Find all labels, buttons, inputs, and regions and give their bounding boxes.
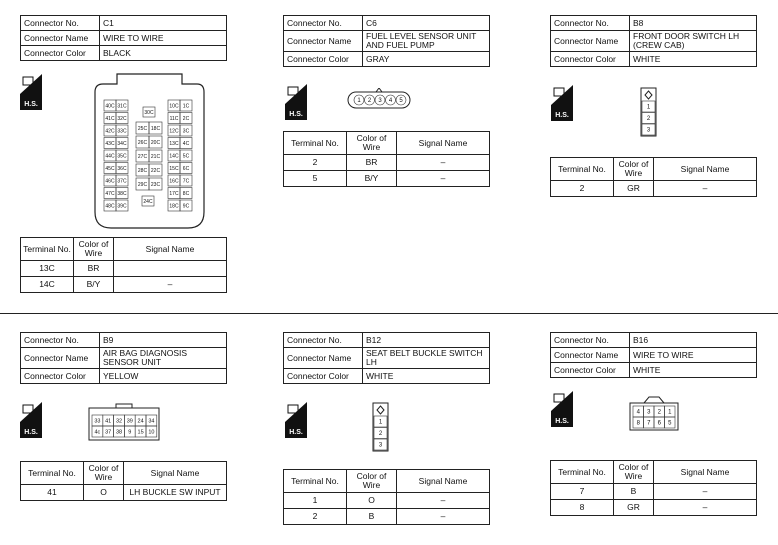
pin-label: 26C bbox=[137, 139, 148, 146]
connector-c1 bbox=[20, 15, 227, 61]
svg-text:H.S.: H.S. bbox=[289, 111, 303, 118]
pin-label: 10 bbox=[148, 429, 155, 436]
pin-label: 12C bbox=[169, 128, 179, 135]
terminal-table-c1 bbox=[20, 237, 227, 293]
b16-connector-face bbox=[627, 393, 681, 431]
connector-info-table bbox=[20, 15, 227, 61]
pin-label: 16C bbox=[169, 178, 179, 185]
signal-name-header: Signal Name bbox=[654, 158, 757, 181]
terminal-no-header: Terminal No. bbox=[551, 158, 614, 181]
connector-color-value: BLACK bbox=[100, 46, 227, 61]
connector-name-label: Connector Name bbox=[551, 31, 630, 52]
harness-side-icon bbox=[20, 402, 42, 438]
pin-label: 10C bbox=[169, 103, 179, 110]
pin-label: 14C bbox=[169, 153, 179, 160]
connector-no-label: Connector No. bbox=[551, 16, 630, 31]
harness-side-icon bbox=[285, 84, 307, 120]
pin-label: 4C bbox=[182, 140, 190, 147]
connector-color-label: Connector Color bbox=[284, 369, 363, 384]
connector-c6 bbox=[283, 15, 490, 67]
pin-label: 34C bbox=[117, 140, 127, 147]
connector-name-value: FUEL LEVEL SENSOR UNIT AND FUEL PUMP bbox=[363, 31, 490, 52]
connector-no-label: Connector No. bbox=[21, 333, 100, 348]
pin-label: 7 bbox=[647, 420, 651, 427]
harness-side-icon bbox=[551, 85, 573, 121]
pin-label: 46C bbox=[105, 178, 115, 185]
pin-label: 11C bbox=[169, 115, 179, 122]
connector-no-value: B12 bbox=[363, 333, 490, 348]
pin-label: 5 bbox=[668, 420, 672, 427]
harness-side-icon bbox=[551, 391, 573, 427]
table-row: 7 B – bbox=[551, 484, 757, 500]
pin-label: 42C bbox=[105, 128, 115, 135]
connector-color-value: YELLOW bbox=[100, 369, 227, 384]
b9-connector-face bbox=[88, 403, 160, 441]
connector-b9 bbox=[20, 332, 227, 384]
pin-label: 43C bbox=[105, 140, 115, 147]
pin-label: 4 bbox=[388, 98, 393, 105]
pin-label: 37C bbox=[117, 178, 127, 185]
connector-no-value: B9 bbox=[100, 333, 227, 348]
pin-label: 4 bbox=[636, 409, 640, 416]
svg-text:H.S.: H.S. bbox=[555, 112, 569, 119]
connector-name-value: WIRE TO WIRE bbox=[630, 348, 757, 363]
connector-name-value: SEAT BELT BUCKLE SWITCH LH bbox=[363, 348, 490, 369]
connector-no-value: B8 bbox=[630, 16, 757, 31]
svg-text:H.S.: H.S. bbox=[555, 418, 569, 425]
terminal-table-b12 bbox=[283, 469, 490, 525]
harness-side-icon bbox=[20, 74, 42, 110]
b12-connector-face bbox=[371, 402, 391, 452]
pin-label: 2 bbox=[646, 116, 651, 123]
pin-label: 23C bbox=[150, 181, 161, 188]
connector-no-label: Connector No. bbox=[284, 16, 363, 31]
pin-label: 15 bbox=[137, 429, 144, 436]
pin-label: 1 bbox=[646, 104, 651, 111]
pin-label: 32 bbox=[115, 418, 123, 425]
connector-color-label: Connector Color bbox=[551, 52, 630, 67]
pin-label: 3 bbox=[378, 442, 383, 449]
pin-label: 39 bbox=[126, 418, 133, 425]
connector-name-label: Connector Name bbox=[284, 348, 363, 369]
pin-label: 1 bbox=[357, 98, 361, 105]
pin-label: 1C bbox=[182, 103, 190, 110]
signal-name-header: Signal Name bbox=[654, 461, 757, 484]
pin-label: 36C bbox=[117, 165, 127, 172]
connector-b12 bbox=[283, 332, 490, 384]
signal-name-header: Signal Name bbox=[124, 462, 227, 485]
pin-label: 5 bbox=[399, 98, 403, 105]
terminal-no-header: Terminal No. bbox=[21, 462, 84, 485]
connector-color-label: Connector Color bbox=[21, 369, 100, 384]
connector-name-label: Connector Name bbox=[21, 348, 100, 369]
connector-b8 bbox=[550, 15, 757, 67]
table-row: 5 B/Y – bbox=[284, 171, 490, 187]
pin-label: 39C bbox=[117, 203, 127, 210]
harness-side-icon bbox=[285, 402, 307, 438]
pin-label: 21C bbox=[150, 153, 161, 160]
c6-connector-face bbox=[346, 88, 412, 110]
terminal-table-b16 bbox=[550, 460, 757, 516]
pin-label: 41C bbox=[105, 115, 115, 122]
pin-label: 2 bbox=[657, 409, 661, 416]
table-row: 2 BR – bbox=[284, 155, 490, 171]
pin-label: 44C bbox=[105, 153, 115, 160]
pin-label: 22C bbox=[150, 167, 161, 174]
connector-name-label: Connector Name bbox=[21, 31, 100, 46]
pin-label: 28C bbox=[137, 167, 148, 174]
terminal-no-header: Terminal No. bbox=[21, 238, 74, 261]
signal-name-header: Signal Name bbox=[397, 132, 490, 155]
connector-color-value: WHITE bbox=[363, 369, 490, 384]
pin-label: 41 bbox=[105, 418, 112, 425]
connector-name-value: AIR BAG DIAGNOSIS SENSOR UNIT bbox=[100, 348, 227, 369]
pin-label: 2 bbox=[378, 431, 383, 438]
svg-text:H.S.: H.S. bbox=[24, 101, 38, 108]
pin-label: 9 bbox=[128, 429, 132, 436]
pin-label: 3C bbox=[182, 128, 190, 135]
pin-label: 34 bbox=[148, 418, 155, 425]
terminal-no-header: Terminal No. bbox=[284, 132, 347, 155]
color-of-wire-header: Color of Wire bbox=[614, 158, 654, 181]
pin-label: 1 bbox=[668, 409, 672, 416]
pin-label: 25C bbox=[137, 125, 148, 132]
connector-color-value: GRAY bbox=[363, 52, 490, 67]
connector-name-value: WIRE TO WIRE bbox=[100, 31, 227, 46]
connector-color-value: WHITE bbox=[630, 52, 757, 67]
pin-label: 3 bbox=[646, 127, 651, 134]
svg-text:H.S.: H.S. bbox=[289, 429, 303, 436]
pin-label: 8C bbox=[182, 190, 190, 197]
table-row: 2 GR – bbox=[551, 181, 757, 197]
pin-label: 15C bbox=[169, 165, 179, 172]
connector-no-label: Connector No. bbox=[551, 333, 630, 348]
table-row: 8 GR – bbox=[551, 500, 757, 516]
table-row: 1 O – bbox=[284, 493, 490, 509]
pin-label: 24C bbox=[143, 198, 153, 205]
connector-no-value: C6 bbox=[363, 16, 490, 31]
pin-label: 40C bbox=[105, 103, 115, 110]
svg-text:H.S.: H.S. bbox=[24, 429, 38, 436]
pin-label: 35C bbox=[117, 153, 127, 160]
pin-label: 5C bbox=[182, 153, 190, 160]
connector-color-label: Connector Color bbox=[284, 52, 363, 67]
pin-label: 47C bbox=[105, 190, 115, 197]
connector-no-value: B16 bbox=[630, 333, 757, 348]
c1-connector-face bbox=[92, 72, 207, 232]
terminal-table-b9 bbox=[20, 461, 227, 501]
pin-label: 8 bbox=[636, 420, 640, 427]
pin-label: 18C bbox=[169, 203, 179, 210]
pin-label: 29C bbox=[137, 181, 148, 188]
connector-no-label: Connector No. bbox=[21, 16, 100, 31]
pin-label: 30C bbox=[144, 109, 154, 116]
table-row: 41 O LH BUCKLE SW INPUT bbox=[21, 485, 227, 501]
terminal-no-header: Terminal No. bbox=[284, 470, 347, 493]
pin-label: 18C bbox=[150, 125, 161, 132]
pin-label: 33 bbox=[94, 418, 101, 425]
table-row: 2 B – bbox=[284, 509, 490, 525]
pin-label: 24 bbox=[137, 418, 144, 425]
table-row: 14C B/Y – bbox=[21, 277, 227, 293]
pin-label: 6C bbox=[182, 165, 190, 172]
pin-label: 13C bbox=[169, 140, 179, 147]
pin-label: 32C bbox=[117, 115, 127, 122]
pin-label: 1 bbox=[378, 419, 383, 426]
pin-label: 48C bbox=[105, 203, 115, 210]
pin-label: 7C bbox=[182, 178, 190, 185]
terminal-table-c6 bbox=[283, 131, 490, 187]
connector-color-label: Connector Color bbox=[21, 46, 100, 61]
pin-label: 17C bbox=[169, 190, 179, 197]
pin-label: 33C bbox=[117, 128, 127, 135]
color-of-wire-header: Color of Wire bbox=[74, 238, 114, 261]
pin-label: 20C bbox=[150, 139, 161, 146]
pin-label: 37 bbox=[105, 429, 112, 436]
color-of-wire-header: Color of Wire bbox=[347, 470, 397, 493]
pin-label: 45C bbox=[105, 165, 115, 172]
connector-no-value: C1 bbox=[100, 16, 227, 31]
connector-no-label: Connector No. bbox=[284, 333, 363, 348]
b8-connector-face bbox=[639, 87, 659, 137]
pin-label: 6 bbox=[657, 420, 661, 427]
color-of-wire-header: Color of Wire bbox=[614, 461, 654, 484]
section-divider bbox=[0, 313, 778, 314]
connector-b16 bbox=[550, 332, 757, 378]
connector-color-value: WHITE bbox=[630, 363, 757, 378]
signal-name-header: Signal Name bbox=[397, 470, 490, 493]
pin-label: 38C bbox=[117, 190, 127, 197]
connector-name-label: Connector Name bbox=[551, 348, 630, 363]
connector-color-label: Connector Color bbox=[551, 363, 630, 378]
terminal-table-b8 bbox=[550, 157, 757, 197]
pin-label: 3 bbox=[378, 98, 382, 105]
pin-label: 2C bbox=[182, 115, 190, 122]
pin-label: 3 bbox=[647, 409, 651, 416]
signal-name-header: Signal Name bbox=[114, 238, 227, 261]
connector-name-label: Connector Name bbox=[284, 31, 363, 52]
pin-label: 31C bbox=[117, 103, 127, 110]
table-row: 13C BR bbox=[21, 261, 227, 277]
pin-label: 38 bbox=[115, 429, 123, 436]
pin-label: 2 bbox=[367, 98, 372, 105]
pin-label: 27C bbox=[137, 153, 148, 160]
connector-name-value: FRONT DOOR SWITCH LH (CREW CAB) bbox=[630, 31, 757, 52]
color-of-wire-header: Color of Wire bbox=[347, 132, 397, 155]
pin-label: 9C bbox=[182, 203, 190, 210]
terminal-no-header: Terminal No. bbox=[551, 461, 614, 484]
color-of-wire-header: Color of Wire bbox=[84, 462, 124, 485]
pin-label: 4c bbox=[94, 429, 101, 436]
